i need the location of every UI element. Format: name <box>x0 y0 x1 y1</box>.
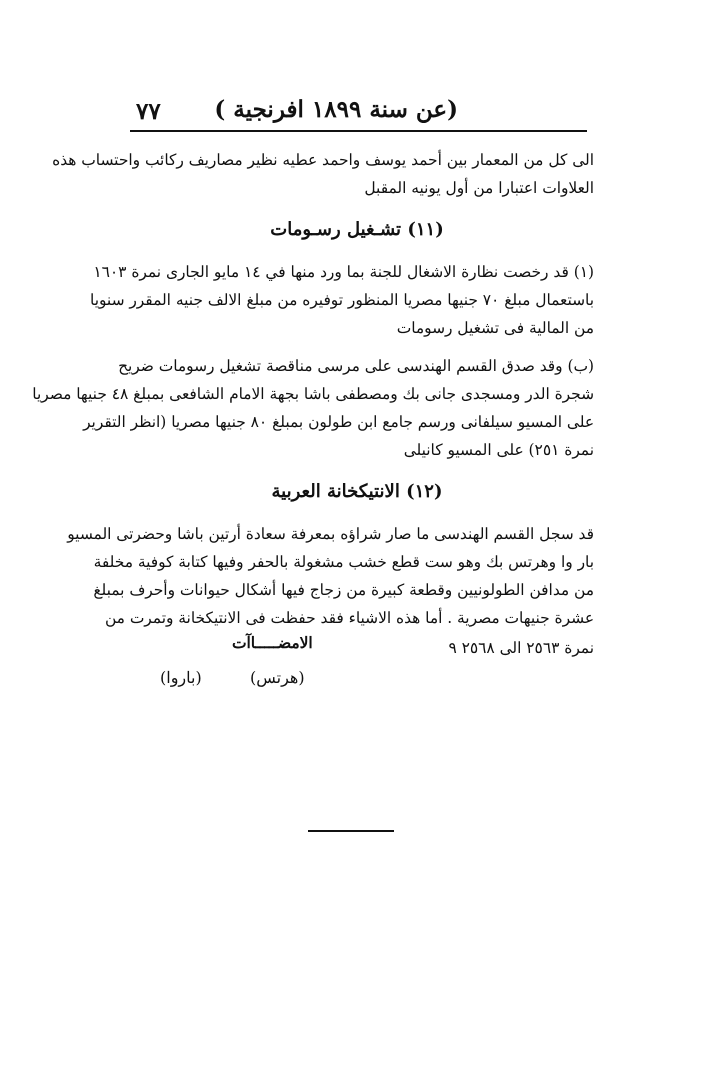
paragraph-a-line: (١) قد رخصت نظارة الاشغال للجنة بما ورد منها في ١٤ مايو الجارى نمرة ١٦٠٣ <box>93 263 594 281</box>
paragraph-b-line: شجرة الدر ومسجدى جانى بك ومصطفى باشا بجهة الامام الشافعى بمبلغ ٤٨ جنيها مصريا <box>32 385 594 403</box>
paragraph-b-line: (ب) وقد صدق القسم الهندسى على مرسى مناقصة تشغيل رسومات ضريح <box>118 357 594 375</box>
paragraph-a-line: من المالية فى تشغيل رسومات <box>396 319 594 337</box>
paragraph-b-line: على المسيو سيلفانى ورسم جامع ابن طولون بمبلغ ٨٠ جنيها مصريا (انظر التقرير <box>83 413 594 431</box>
page-header <box>130 96 590 130</box>
section-12-line: قد سجل القسم الهندسى ما صار شراؤه بمعرفة سعادة أرتين باشا وحضرتى المسيو <box>67 525 594 543</box>
end-rule <box>308 830 394 832</box>
page-number: ٧٧ <box>136 98 161 125</box>
intro-line: العلاوات اعتبارا من أول يونيه المقبل <box>364 179 594 197</box>
section-12-line: نمرة ٢٥٦٣ الى ٢٥٦٨ ٩ <box>448 639 594 657</box>
running-title: (عن سنة ١٨٩٩ افرنجية ) <box>214 96 458 123</box>
signature-block <box>120 634 594 704</box>
paragraph-a-line: باستعمال مبلغ ٧٠ جنيها مصريا المنظور توفيره من مبلغ الالف جنيه المقرر سنويا <box>90 291 594 309</box>
section-heading-12: (١٢) الانتيكخانة العربية <box>271 481 443 502</box>
section-12-line: من مدافن الطولونيين وقطعة كبيرة من زجاج فيها أشكال حيوانات وأحرف بمبلغ <box>93 581 594 599</box>
page-body <box>32 146 594 704</box>
paragraph-b-line: نمرة ٢٥١) على المسيو كانيلى <box>403 441 594 459</box>
section-12-line: عشرة جنيهات مصرية . أما هذه الاشياء فقد حفظت فى الانتيكخانة وتمرت من <box>104 609 594 627</box>
intro-line: الى كل من المعمار بين أحمد يوسف واحمد عطيه نظير مصاريف ركائب واحتساب هذه <box>52 151 594 169</box>
signature-barois: (باروا) <box>160 668 202 687</box>
section-heading-11: (١١) تشـغيل رسـومات <box>270 219 444 240</box>
signature-hertz: (هرتس) <box>250 668 305 687</box>
signatures-label: الامضـــــاآت <box>232 634 313 652</box>
section-12-line: بار وا وهرتس بك وهو ست قطع خشب مشغولة بالحفر وفيها كتابة كوفية مخلفة <box>93 553 594 571</box>
header-rule <box>130 130 587 132</box>
